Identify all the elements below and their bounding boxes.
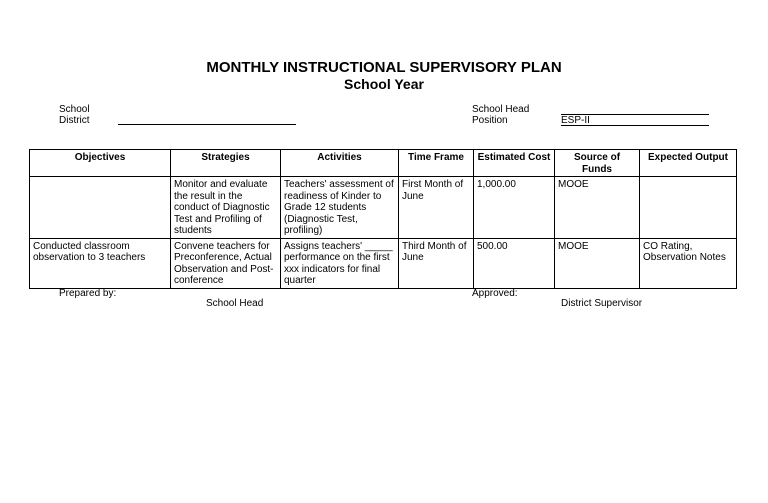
header-strategies: Strategies <box>171 150 281 177</box>
school-head-label: School Head <box>472 104 530 115</box>
position-value: ESP-II <box>561 115 590 126</box>
prepared-by-label: Prepared by: <box>59 288 117 299</box>
header-estimated-cost: Estimated Cost <box>474 150 555 177</box>
school-head-signature: School Head <box>206 298 264 309</box>
cell-expected-output: CO Rating, Observation Notes <box>640 238 737 288</box>
cell-estimated-cost: 1,000.00 <box>474 177 555 239</box>
cell-objectives: Conducted classroom observation to 3 teachers <box>30 238 171 288</box>
cell-estimated-cost: 500.00 <box>474 238 555 288</box>
approved-label: Approved: <box>472 288 518 299</box>
district-supervisor-signature: District Supervisor <box>561 298 643 309</box>
table-row <box>30 177 737 239</box>
header-source-of-funds: Source of Funds <box>555 150 640 177</box>
header-activities: Activities <box>281 150 399 177</box>
cell-expected-output <box>640 177 737 239</box>
cell-source-of-funds: MOOE <box>555 177 640 239</box>
cell-activities: Assigns teachers' _____ performance on the first xxx indicators for final quarter <box>281 238 399 288</box>
header-expected-output: Expected Output <box>640 150 737 177</box>
header-time-frame: Time Frame <box>399 150 474 177</box>
district-underline <box>118 124 296 125</box>
table-header-row <box>30 150 737 177</box>
cell-time-frame: Third Month of June <box>399 238 474 288</box>
cell-activities: Teachers' assessment of readiness of Kinder to Grade 12 students (Diagnostic Test, profiling) <box>281 177 399 239</box>
school-label: School <box>59 104 90 115</box>
cell-time-frame: First Month of June <box>399 177 474 239</box>
table-row <box>30 238 737 288</box>
page-title: MONTHLY INSTRUCTIONAL SUPERVISORY PLAN <box>206 59 562 76</box>
position-underline <box>561 125 709 126</box>
supervisory-plan-table <box>29 149 737 289</box>
cell-source-of-funds: MOOE <box>555 238 640 288</box>
header-objectives: Objectives <box>30 150 171 177</box>
page-subtitle: School Year <box>344 76 424 92</box>
cell-strategies: Monitor and evaluate the result in the conduct of Diagnostic Test and Profiling of students <box>171 177 281 239</box>
district-label: District <box>59 115 90 126</box>
cell-strategies: Convene teachers for Preconference, Actual Observation and Post-conference <box>171 238 281 288</box>
cell-objectives <box>30 177 171 239</box>
position-label: Position <box>472 115 508 126</box>
